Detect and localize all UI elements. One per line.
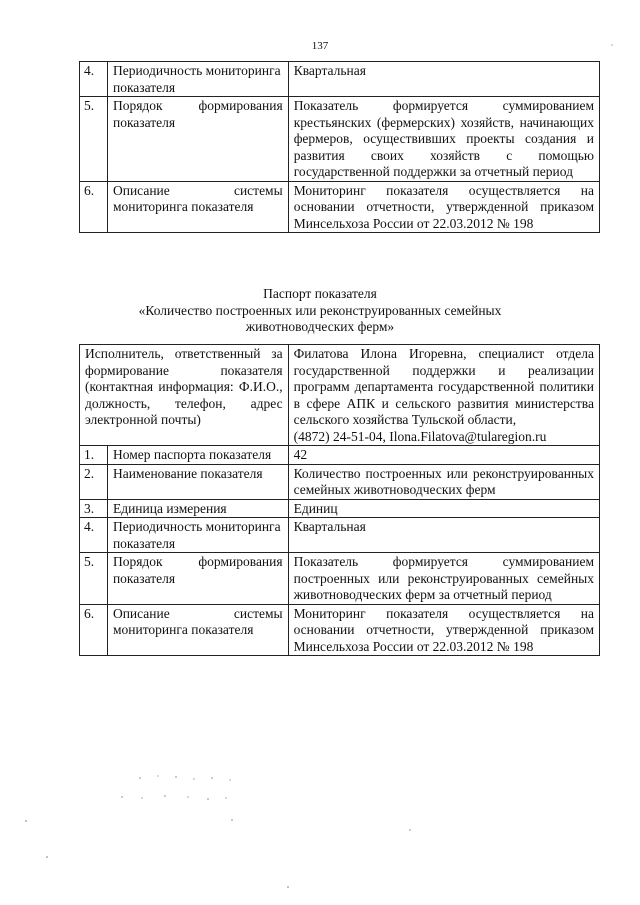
row-label: Номер паспорта показателя <box>107 446 288 465</box>
row-label: Описание системы мониторинга показателя <box>107 604 288 656</box>
row-number: 6. <box>80 181 108 233</box>
row-label: Периодичность мониторинга показателя <box>107 518 288 553</box>
table-row <box>80 97 600 182</box>
row-value: Единиц <box>288 499 599 518</box>
indicator-table-continued <box>79 61 600 233</box>
row-number: 4. <box>80 62 108 97</box>
indicator-passport-table <box>79 344 600 656</box>
row-label: Периодичность мониторинга показателя <box>107 62 288 97</box>
executor-contact: (4872) 24-51-04, Ilona.Filatova@tularegion.ru <box>293 428 547 444</box>
row-value: Квартальная <box>288 62 599 97</box>
row-label: Порядок формирования показателя <box>107 553 288 605</box>
row-value: 42 <box>288 446 599 465</box>
row-label: Единица измерения <box>107 499 288 518</box>
row-label: Наименование показателя <box>107 464 288 499</box>
executor-label: Исполнитель, ответственный за формирование показателя (контактная информация: Ф.И.О., должность, телефон, адрес электронной почты) <box>80 345 289 446</box>
row-number: 6. <box>80 604 108 656</box>
executor-value <box>288 345 599 446</box>
row-number: 5. <box>80 553 108 605</box>
passport-subtitle-line-2: животноводческих ферм» <box>245 319 395 334</box>
table-row <box>80 518 600 553</box>
row-number: 1. <box>80 446 108 465</box>
table-row <box>80 181 600 233</box>
executor-details: Филатова Илона Игоревна, специалист отдела государственной поддержки и реализации программ департамента государственной политики в сфере АПК и сельского развития министерства сельского хозяйства Тульской области, <box>293 346 594 427</box>
table-row <box>80 464 600 499</box>
row-label: Порядок формирования показателя <box>107 97 288 182</box>
table-row <box>80 62 600 97</box>
page-number: 137 <box>311 40 329 52</box>
table-row <box>80 499 600 518</box>
row-value: Количество построенных или реконструированных семейных животноводческих ферм <box>288 464 599 499</box>
table-row <box>80 604 600 656</box>
row-value: Мониторинг показателя осуществляется на основании отчетности, утвержденной приказом Минсельхоза России от 22.03.2012 № 198 <box>288 181 599 233</box>
passport-title: Паспорт показателя <box>263 286 377 301</box>
row-value: Квартальная <box>288 518 599 553</box>
table-row <box>80 446 600 465</box>
table-row <box>80 553 600 605</box>
row-value: Показатель формируется суммированием крестьянских (фермерских) хозяйств, начинающих фермеров, осуществивших проекты создания и развития своих хозяйств с помощью государственной поддержки за отчетный период <box>288 97 599 182</box>
row-number: 3. <box>80 499 108 518</box>
row-number: 5. <box>80 97 108 182</box>
row-value: Показатель формируется суммированием построенных или реконструированных семейных животноводческих ферм за отчетный период <box>288 553 599 605</box>
row-value: Мониторинг показателя осуществляется на основании отчетности, утвержденной приказом Минсельхоза России от 22.03.2012 № 198 <box>288 604 599 656</box>
row-number: 4. <box>80 518 108 553</box>
row-label: Описание системы мониторинга показателя <box>107 181 288 233</box>
passport-subtitle-line-1: «Количество построенных или реконструированных семейных <box>138 303 502 318</box>
table-row-executor <box>80 345 600 446</box>
row-number: 2. <box>80 464 108 499</box>
